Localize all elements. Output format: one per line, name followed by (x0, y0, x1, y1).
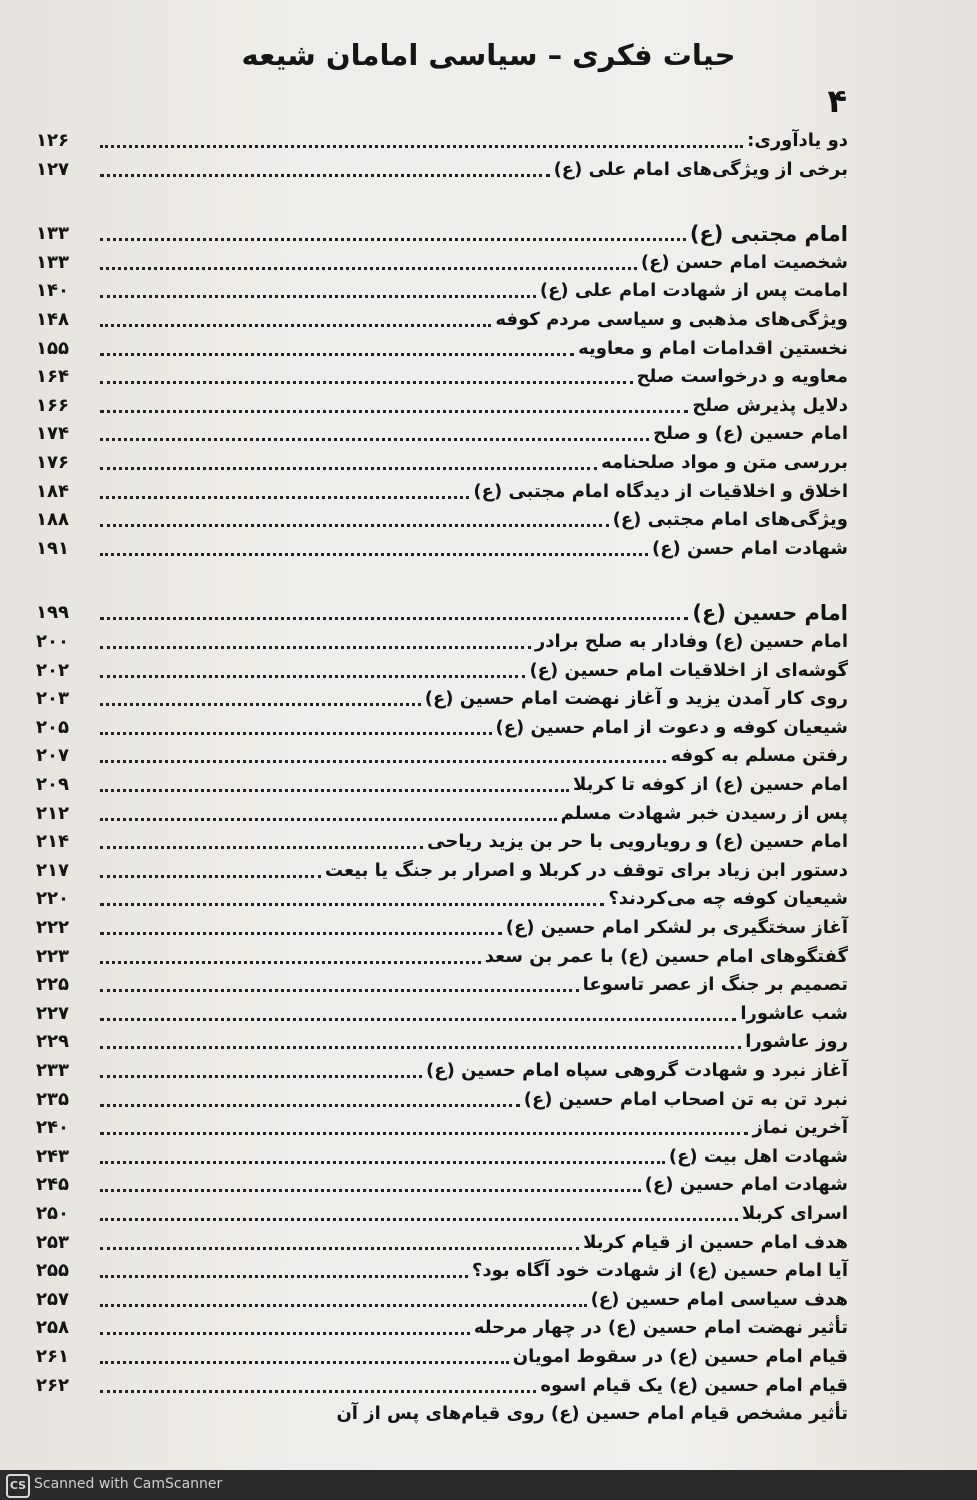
toc-entry-page: ۲۴۳ (36, 1145, 69, 1167)
toc-entry-page: ۲۶۱ (36, 1346, 69, 1367)
toc-entry-page: ۲۲۰ (36, 888, 69, 910)
leader-dots (100, 961, 481, 964)
leader-dots (100, 1390, 536, 1393)
toc-entry-title: امامت پس از شهادت امام علی (ع) (539, 280, 848, 302)
toc-entry (36, 479, 848, 505)
toc-entry-title: هدف امام حسین از قیام کربلا (583, 1231, 848, 1253)
toc-entry (36, 858, 848, 884)
toc-entry-title: امام حسین (ع) و رویارویی با حر بن یزید ریاحی (427, 831, 848, 853)
leader-dots (100, 238, 686, 241)
toc-entry-page: ۲۰۳ (36, 688, 69, 710)
toc-entry-title: شهادت امام حسن (ع) (652, 537, 848, 559)
toc-entry (36, 829, 848, 855)
toc-entry (36, 629, 848, 655)
leader-dots (100, 438, 649, 441)
leader-dots (100, 410, 688, 413)
leader-dots (100, 675, 525, 678)
toc-entry-title: دلایل پذیرش صلح (692, 394, 848, 416)
toc-entry (36, 1287, 848, 1313)
toc-entry-page: ۲۰۲ (36, 659, 69, 681)
toc-entry (36, 421, 848, 447)
leader-dots (100, 989, 579, 992)
leader-dots (100, 1018, 736, 1021)
toc-entry-page: ۲۵۵ (36, 1260, 69, 1282)
toc-entry-page: ۱۳۳ (36, 251, 69, 273)
toc-entry-page: ۲۲۹ (36, 1031, 69, 1053)
toc-entry (36, 1344, 848, 1370)
toc-entry-page: ۲۱۲ (36, 802, 69, 824)
leader-dots (100, 875, 321, 878)
toc-entry-title: آخرین نماز (752, 1117, 848, 1139)
toc-entry-title: تصمیم بر جنگ از عصر تاسوعا (582, 974, 848, 996)
toc-entry-title: نبرد تن به تن اصحاب امام حسین (ع) (523, 1088, 848, 1110)
page-number: ۴ (827, 82, 847, 120)
toc-entry-title: نخستین اقدامات امام و معاویه (578, 337, 848, 359)
toc-entry (36, 536, 848, 562)
toc-entry-page: ۲۵۳ (36, 1231, 69, 1253)
leader-dots (100, 1275, 468, 1278)
scanner-watermark-bar (0, 1470, 977, 1500)
toc-entry-page: ۱۲۷ (36, 158, 69, 180)
toc-entry-page: ۲۲۳ (36, 945, 69, 967)
toc-entry-page: ۲۶۲ (36, 1374, 69, 1396)
toc-entry-title: برخی از ویژگی‌های امام علی (ع) (553, 158, 848, 180)
toc-entry-title: معاویه و درخواست صلح (636, 366, 848, 388)
leader-dots (100, 1132, 748, 1135)
leader-dots (100, 381, 633, 384)
toc-entry-page: ۱۸۸ (36, 509, 69, 531)
leader-dots (100, 1161, 665, 1164)
leader-dots (100, 646, 531, 649)
leader-dots (100, 903, 604, 906)
leader-dots (100, 617, 688, 620)
leader-dots (100, 1075, 422, 1078)
leader-dots (100, 1361, 509, 1364)
toc-entry-title: تأثیر مشخص قیام امام حسین (ع) روی قیام‌های پس از آن (336, 1403, 848, 1425)
toc-entry-title: امام حسین (ع) وفادار به صلح برادر (534, 631, 848, 652)
leader-dots (100, 1332, 470, 1335)
toc-entry-title: روی کار آمدن یزید و آغاز نهضت امام حسین (ع) (424, 688, 848, 710)
toc-entry-page: ۱۴۰ (36, 280, 69, 302)
toc-entry-page: ۲۱۴ (36, 831, 69, 853)
toc-entry (36, 1029, 848, 1055)
toc-entry-page: ۲۴۰ (36, 1117, 69, 1139)
toc-entry-page: ۱۹۹ (36, 602, 69, 624)
leader-dots (100, 1189, 641, 1192)
toc-section-heading: امام حسین (ع) (692, 601, 848, 626)
leader-dots (100, 1247, 579, 1250)
leader-dots (100, 295, 536, 298)
toc-entry-title: روز عاشورا (745, 1031, 848, 1053)
toc-entry-title: تأثیر نهضت امام حسین (ع) در چهار مرحله (473, 1317, 848, 1339)
toc-entry-title: اسرای کربلا (741, 1203, 848, 1224)
toc-entry (36, 1087, 848, 1113)
toc-entry-title: شخصیت امام حسن (ع) (640, 251, 848, 273)
toc-entry-title: امام حسین (ع) و صلح (653, 423, 848, 445)
toc-entry (36, 1373, 848, 1399)
toc-entry-page: ۲۰۰ (36, 631, 69, 652)
leader-dots (100, 174, 550, 177)
toc-entry (36, 250, 848, 276)
leader-dots (100, 703, 421, 706)
leader-dots (100, 496, 469, 499)
toc-entry (36, 507, 848, 533)
toc-entry (36, 600, 848, 626)
toc-entry (36, 801, 848, 827)
toc-entry (36, 1401, 848, 1427)
leader-dots (100, 467, 597, 470)
toc-entry-title: شهادت امام حسین (ع) (644, 1174, 848, 1196)
toc-entry (36, 972, 848, 998)
toc-entry (36, 450, 848, 476)
toc-entry (36, 157, 848, 183)
toc-entry-page: ۲۵۰ (36, 1203, 69, 1224)
toc-entry-page: ۱۷۶ (36, 452, 69, 473)
toc-entry-page: ۲۰۵ (36, 716, 69, 738)
toc-entry-title: امام حسین (ع) از کوفه تا کربلا (572, 774, 848, 795)
toc-entry (36, 1115, 848, 1141)
toc-entry-title: بررسی متن و مواد صلحنامه (601, 452, 848, 473)
toc-entry-page: ۱۳۳ (36, 223, 69, 245)
toc-entry-title: شیعیان کوفه چه می‌کردند؟ (608, 888, 848, 910)
leader-dots (100, 818, 557, 821)
toc-entry (36, 221, 848, 247)
toc-entry (36, 944, 848, 970)
toc-entry-title: آغاز سختگیری بر لشکر امام حسین (ع) (505, 917, 848, 938)
toc-entry-page: ۲۳۵ (36, 1088, 69, 1110)
toc-entry-page: ۱۷۴ (36, 423, 69, 445)
toc-entry-title: ویژگی‌های امام مجتبی (ع) (612, 509, 848, 531)
leader-dots (100, 553, 648, 556)
toc-entry (36, 1058, 848, 1084)
toc-entry-page: ۲۵۸ (36, 1317, 69, 1339)
toc-entry (36, 1144, 848, 1170)
toc-entry (36, 128, 848, 154)
toc-entry (36, 658, 848, 684)
toc-entry-title: آغاز نبرد و شهادت گروهی سپاه امام حسین (ع) (426, 1060, 848, 1081)
toc-entry (36, 886, 848, 912)
table-of-contents (36, 0, 848, 1470)
toc-entry-title: اخلاق و اخلاقیات از دیدگاه امام مجتبی (ع) (473, 480, 848, 502)
toc-entry-page: ۲۰۹ (36, 774, 69, 795)
toc-entry-page: ۱۵۵ (36, 337, 69, 359)
toc-entry-page: ۲۱۷ (36, 859, 69, 881)
camscanner-logo-icon: CS (6, 1474, 30, 1498)
leader-dots (100, 145, 743, 148)
toc-entry-page: ۱۶۶ (36, 394, 69, 416)
toc-entry-title: گوشه‌ای از اخلاقیات امام حسین (ع) (529, 659, 848, 681)
toc-entry-page: ۱۹۱ (36, 537, 69, 559)
toc-entry (36, 1201, 848, 1227)
toc-entry (36, 715, 848, 741)
toc-entry-title: رفتن مسلم به کوفه (670, 745, 848, 767)
toc-entry-page: ۲۴۵ (36, 1174, 69, 1196)
toc-entry-page: ۲۲۲ (36, 917, 69, 938)
toc-entry-title: قیام امام حسین (ع) یک قیام اسوه (540, 1374, 848, 1396)
toc-entry (36, 772, 848, 798)
toc-section-heading: امام مجتبی (ع) (689, 222, 848, 247)
toc-entry-page: ۲۲۷ (36, 1002, 69, 1024)
leader-dots (100, 789, 569, 792)
leader-dots (100, 524, 609, 527)
toc-entry-title: دو یادآوری: (747, 130, 848, 151)
leader-dots (100, 1218, 738, 1221)
toc-entry (36, 743, 848, 769)
leader-dots (100, 324, 491, 327)
toc-entry (36, 1001, 848, 1027)
leader-dots (100, 1046, 741, 1049)
toc-entry (36, 1258, 848, 1284)
leader-dots (100, 267, 637, 270)
toc-entry-page: ۱۸۴ (36, 480, 69, 502)
toc-entry-title: پس از رسیدن خبر شهادت مسلم (560, 802, 848, 824)
leader-dots (100, 932, 502, 935)
toc-entry-title: آیا امام حسین (ع) از شهادت خود آگاه بود؟ (471, 1260, 848, 1282)
toc-entry-title: دستور ابن زیاد برای توقف در کربلا و اصرار بر جنگ یا بیعت (325, 859, 848, 881)
toc-entry (36, 1315, 848, 1341)
toc-entry-page: ۲۵۷ (36, 1288, 69, 1310)
toc-entry (36, 364, 848, 390)
toc-entry-page: ۲۰۷ (36, 745, 69, 767)
toc-entry-title: ویژگی‌های مذهبی و سیاسی مردم کوفه (495, 309, 848, 330)
toc-entry-page: ۱۶۴ (36, 366, 69, 388)
toc-entry (36, 278, 848, 304)
toc-entry-page: ۲۳۳ (36, 1060, 69, 1081)
toc-entry-title: شیعیان کوفه و دعوت از امام حسین (ع) (495, 716, 848, 738)
toc-entry (36, 393, 848, 419)
leader-dots (100, 1304, 587, 1307)
toc-entry (36, 1172, 848, 1198)
toc-entry-page: ۱۲۶ (36, 130, 69, 151)
toc-entry (36, 686, 848, 712)
toc-entry-page: ۲۲۵ (36, 974, 69, 996)
toc-entry (36, 307, 848, 333)
leader-dots (100, 1104, 520, 1107)
toc-entry-title: شهادت اهل بیت (ع) (668, 1145, 848, 1167)
toc-entry-title: قیام امام حسین (ع) در سقوط امویان (512, 1346, 848, 1367)
toc-entry (36, 1230, 848, 1256)
leader-dots (100, 760, 666, 763)
toc-entry-page: ۱۴۸ (36, 309, 69, 330)
leader-dots (100, 846, 423, 849)
camscanner-watermark-text: Scanned with CamScanner (34, 1476, 223, 1492)
leader-dots (100, 353, 574, 356)
toc-entry-title: شب عاشورا (740, 1002, 848, 1024)
toc-entry (36, 336, 848, 362)
toc-entry-title: گفتگوهای امام حسین (ع) با عمر بن سعد (484, 945, 848, 967)
leader-dots (100, 732, 492, 735)
toc-entry (36, 915, 848, 941)
toc-entry-title: هدف سیاسی امام حسین (ع) (590, 1288, 848, 1310)
running-header-title: حیات فکری – سیاسی امامان شیعه (241, 38, 736, 72)
